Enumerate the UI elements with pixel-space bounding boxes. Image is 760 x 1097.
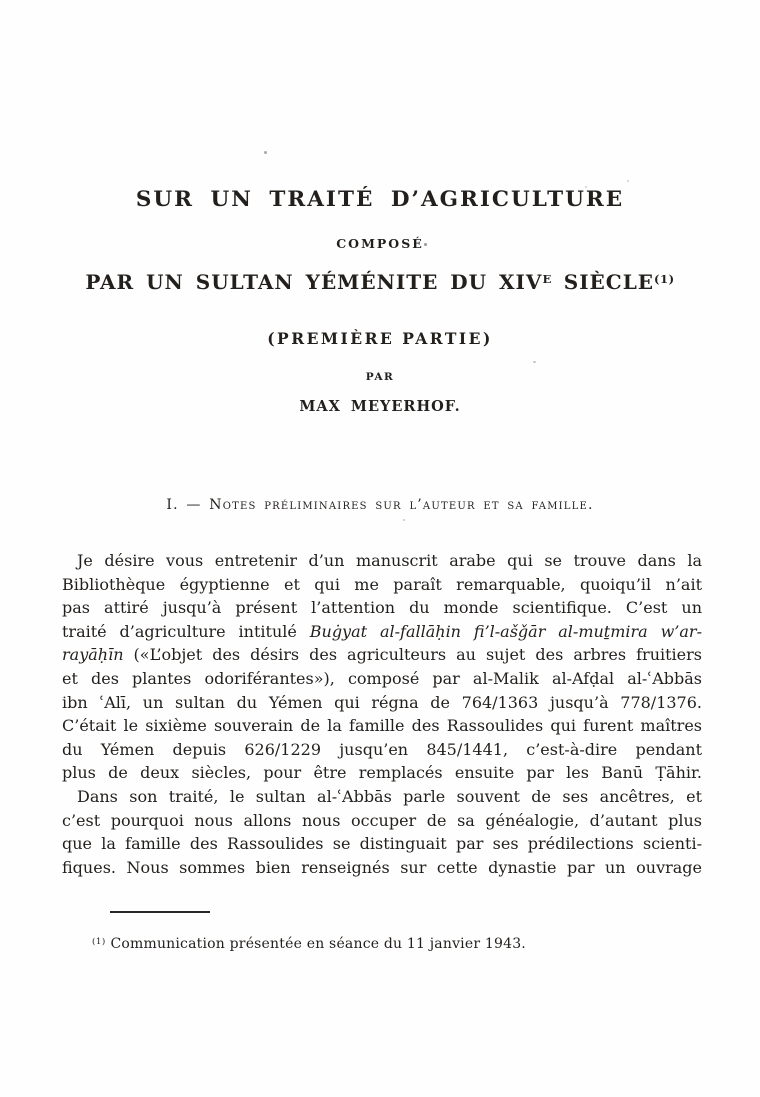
author-name: MAX MEYERHOF. [299,398,461,415]
text-line: que la famille des Rassoulides se distinguait par ses prédilections scienti- [62,834,702,854]
text-line: rayāḥīn («L’objet des désirs des agriculteurs au sujet des arbres fruitiers [62,645,702,665]
footnote-text: $^{(1)}$ Communication présentée en séance du 11 janvier 1943. [92,936,526,952]
article-title-line1: SUR UN TRAITÉ D’AGRICULTURE [135,187,625,212]
text-line: traité d’agriculture intitulé Buġyat al-fallāḥin fi’l-ašǧār al-muṯmira w’ar- [62,621,702,641]
text-line: Bibliothèque égyptienne et qui me paraît remarquable, quoiqu’il n’ait [62,574,702,594]
scan-speck [264,151,267,154]
scan-speck [627,180,629,182]
text-line: pas attiré jusqu’à présent l’attention du monde scientifique. C’est un [62,598,702,618]
article-title-compose: COMPOSÉ [336,236,424,251]
scan-speck [533,361,536,363]
text-line: Dans son traité, le sultan al-ʿAbbās parle souvent de ses ancêtres, et [77,786,702,806]
text-line: ibn ʿAlī, un sultan du Yémen qui régna de 764/1363 jusqu’à 778/1376. [62,692,702,712]
text-line: du Yémen depuis 626/1229 jusqu’en 845/1441, c’est-à-dire pendant [62,739,702,759]
text-line: C’était le sixième souverain de la famille des Rassoulides qui furent maîtres [62,716,702,736]
text-line: plus de deux siècles, pour être remplacés ensuite par les Banū Ṭāhir. [62,763,702,783]
section-heading: I. — Notes préliminaires sur l’auteur et sa famille. [166,497,594,513]
body-text [62,549,702,879]
byline-par: PAR [365,371,395,383]
text-line: Je désire vous entretenir d’un manuscrit arabe qui se trouve dans la [77,551,702,570]
scan-speck [403,519,405,521]
text-line: et des plantes odoriférantes»), composé par al-Malik al-Afḍal al-ʿAbbās [62,668,702,688]
text-line: c’est pourquoi nous allons nous occuper de sa généalogie, d’autant plus [62,810,702,830]
text-line: fiques. Nous sommes bien renseignés sur cette dynastie par un ouvrage [62,857,702,877]
article-part-label: (PREMIÈRE PARTIE) [267,329,493,348]
footnote-separator-rule [110,911,210,913]
article-title-line2: PAR UN SULTAN YÉMÉNITE DU $XIV^E$ SIÈCLE$^{(1)}$ [85,270,675,294]
